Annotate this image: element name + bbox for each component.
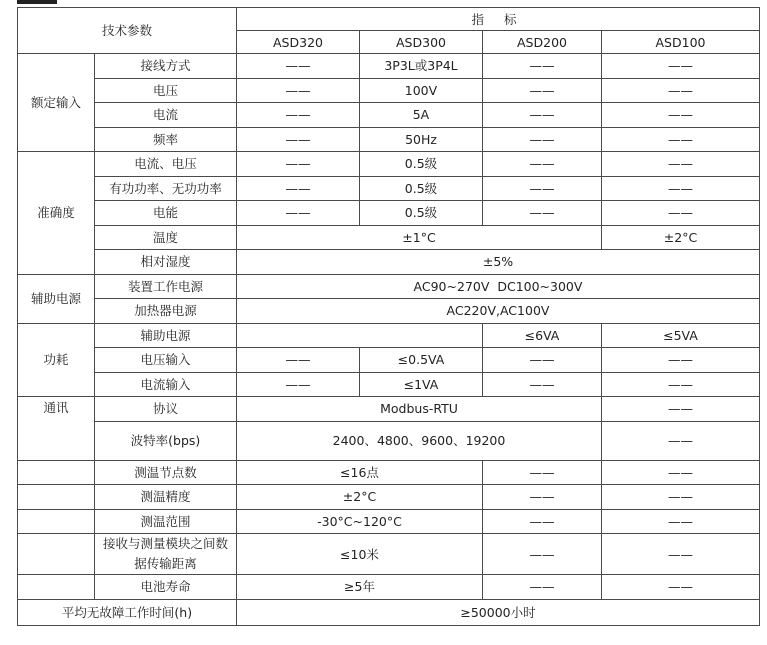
table-row xyxy=(18,372,760,397)
value-cell: ≥5年 xyxy=(237,575,483,600)
value-cell: 50Hz xyxy=(360,127,483,152)
group-label-empty xyxy=(18,460,95,485)
row-label: 接收与测量模块之间数据传输距离 xyxy=(95,534,237,575)
row-label: 电池寿命 xyxy=(95,575,237,600)
value-cell: 0.5级 xyxy=(360,201,483,226)
group-label: 辅助电源 xyxy=(18,274,95,323)
value-cell: 0.5级 xyxy=(360,176,483,201)
row-label: 相对湿度 xyxy=(95,250,237,275)
table-row xyxy=(18,509,760,534)
dash-cell: —— xyxy=(602,460,760,485)
value-cell: ≤5VA xyxy=(602,323,760,348)
table-row xyxy=(18,599,760,625)
dash-cell: —— xyxy=(602,127,760,152)
dash-cell: —— xyxy=(602,176,760,201)
dash-cell: —— xyxy=(602,103,760,128)
dash-cell: —— xyxy=(237,201,360,226)
table-row xyxy=(18,421,760,460)
header-index: 指 标 xyxy=(237,8,760,31)
dash-cell: —— xyxy=(483,534,602,575)
dash-cell: —— xyxy=(602,152,760,177)
dash-cell: —— xyxy=(237,78,360,103)
row-label: 装置工作电源 xyxy=(95,274,237,299)
dash-cell: —— xyxy=(602,78,760,103)
dash-cell: —— xyxy=(483,127,602,152)
row-label: 辅助电源 xyxy=(95,323,237,348)
row-label: 测温范围 xyxy=(95,509,237,534)
group-label-empty xyxy=(18,509,95,534)
spec-table xyxy=(17,7,760,626)
value-cell: Modbus-RTU xyxy=(237,397,602,422)
table-row xyxy=(18,575,760,600)
row-label: 电压 xyxy=(95,78,237,103)
row-label: 电流输入 xyxy=(95,372,237,397)
table-row xyxy=(18,54,760,79)
header-model: ASD100 xyxy=(602,31,760,54)
table-row xyxy=(18,299,760,324)
value-cell: 3P3L或3P4L xyxy=(360,54,483,79)
table-row xyxy=(18,127,760,152)
dash-cell: —— xyxy=(483,103,602,128)
row-label: 电流 xyxy=(95,103,237,128)
value-cell: -30°C~120°C xyxy=(237,509,483,534)
value-cell: ±2°C xyxy=(237,485,483,510)
dash-cell: —— xyxy=(237,152,360,177)
dash-cell: —— xyxy=(602,509,760,534)
dash-cell: —— xyxy=(483,78,602,103)
row-label: 有功功率、无功功率 xyxy=(95,176,237,201)
group-label-empty xyxy=(18,534,95,575)
table-row xyxy=(18,485,760,510)
header-model: ASD320 xyxy=(237,31,360,54)
header-param: 技术参数 xyxy=(18,8,237,54)
dash-cell: —— xyxy=(602,534,760,575)
dash-cell: —— xyxy=(237,103,360,128)
header-model: ASD300 xyxy=(360,31,483,54)
row-label: 测温精度 xyxy=(95,485,237,510)
dash-cell: —— xyxy=(483,348,602,373)
row-label: 电能 xyxy=(95,201,237,226)
dash-cell: —— xyxy=(602,397,760,422)
dash-cell: —— xyxy=(237,176,360,201)
dash-cell: —— xyxy=(483,176,602,201)
dash-cell: —— xyxy=(602,201,760,226)
value-cell: AC220V,AC100V xyxy=(237,299,760,324)
value-cell: 100V xyxy=(360,78,483,103)
value-cell: 2400、4800、9600、19200 xyxy=(237,421,602,460)
dash-cell: —— xyxy=(237,127,360,152)
value-cell: ±5% xyxy=(237,250,760,275)
row-label: 电流、电压 xyxy=(95,152,237,177)
table-row xyxy=(18,201,760,226)
row-label: 波特率(bps) xyxy=(95,421,237,460)
dash-cell: —— xyxy=(602,421,760,460)
row-label: 接线方式 xyxy=(95,54,237,79)
dash-cell: —— xyxy=(483,460,602,485)
dash-cell: —— xyxy=(602,348,760,373)
value-cell: ≤10米 xyxy=(237,534,483,575)
group-label-empty xyxy=(18,575,95,600)
group-label: 功耗 xyxy=(18,323,95,397)
table-row xyxy=(18,103,760,128)
table-row xyxy=(18,250,760,275)
dash-cell: —— xyxy=(483,509,602,534)
value-cell: ≤16点 xyxy=(237,460,483,485)
dash-cell: —— xyxy=(602,372,760,397)
value-cell: ≤6VA xyxy=(483,323,602,348)
row-label: 平均无故障工作时间(h) xyxy=(18,599,237,625)
row-label: 加热器电源 xyxy=(95,299,237,324)
row-label: 温度 xyxy=(95,225,237,250)
value-cell: ±2°C xyxy=(602,225,760,250)
table-row xyxy=(18,397,760,422)
row-label: 测温节点数 xyxy=(95,460,237,485)
dash-cell: —— xyxy=(602,485,760,510)
table-row xyxy=(18,78,760,103)
group-label: 额定输入 xyxy=(18,54,95,152)
dash-cell: —— xyxy=(602,54,760,79)
row-label: 电压输入 xyxy=(95,348,237,373)
value-cell: 0.5级 xyxy=(360,152,483,177)
value-cell: ≤0.5VA xyxy=(360,348,483,373)
dash-cell: —— xyxy=(483,485,602,510)
table-row xyxy=(18,152,760,177)
empty-cell xyxy=(237,323,483,348)
table-row xyxy=(18,225,760,250)
header-model: ASD200 xyxy=(483,31,602,54)
table-row xyxy=(18,348,760,373)
table-row xyxy=(18,274,760,299)
header-row-1 xyxy=(18,8,760,31)
group-label: 通讯 xyxy=(18,397,95,461)
table-row xyxy=(18,323,760,348)
table-row xyxy=(18,460,760,485)
dash-cell: —— xyxy=(483,152,602,177)
dash-cell: —— xyxy=(483,54,602,79)
top-edge-marker xyxy=(17,0,57,4)
dash-cell: —— xyxy=(237,372,360,397)
value-cell: ≤1VA xyxy=(360,372,483,397)
value-cell: AC90~270V DC100~300V xyxy=(237,274,760,299)
table-row xyxy=(18,534,760,575)
dash-cell: —— xyxy=(237,348,360,373)
value-cell: ≥50000小时 xyxy=(237,599,760,625)
row-label: 协议 xyxy=(95,397,237,422)
dash-cell: —— xyxy=(237,54,360,79)
group-label: 准确度 xyxy=(18,152,95,275)
dash-cell: —— xyxy=(483,575,602,600)
group-label-empty xyxy=(18,485,95,510)
value-cell: ±1°C xyxy=(237,225,602,250)
value-cell: 5A xyxy=(360,103,483,128)
row-label: 频率 xyxy=(95,127,237,152)
dash-cell: —— xyxy=(602,575,760,600)
dash-cell: —— xyxy=(483,372,602,397)
table-row xyxy=(18,176,760,201)
dash-cell: —— xyxy=(483,201,602,226)
